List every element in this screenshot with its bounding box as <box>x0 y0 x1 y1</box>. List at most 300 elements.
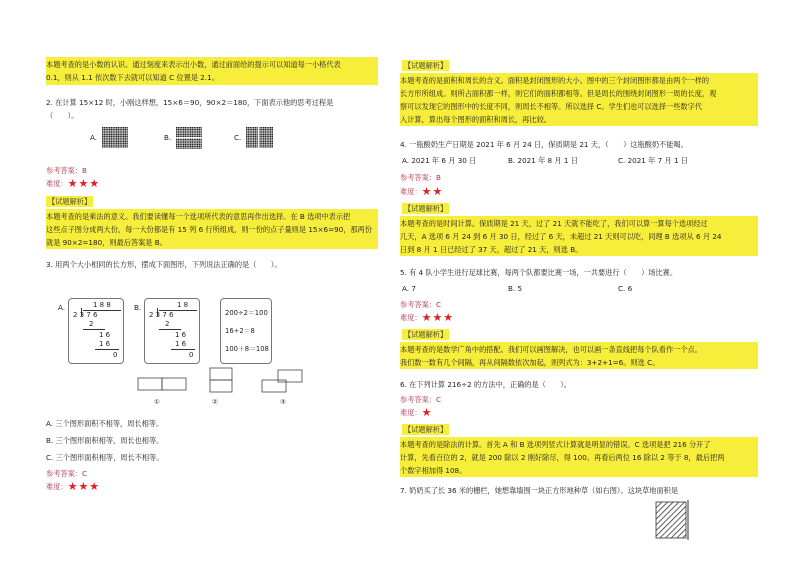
dot <box>116 146 117 147</box>
dot <box>120 136 121 137</box>
dot <box>199 131 200 132</box>
analysis-tag: 【试题解析】 <box>404 61 448 70</box>
dot <box>127 139 128 140</box>
dot <box>120 145 121 146</box>
dot <box>199 140 200 141</box>
square-grass-figure <box>652 500 692 542</box>
dot <box>255 127 256 128</box>
dot <box>127 134 128 135</box>
dot <box>265 136 266 137</box>
option-c: C. 2021 年 7 月 1 日 <box>618 156 689 165</box>
dot <box>270 127 271 128</box>
answer-q6: 参考答案：C <box>400 395 441 404</box>
dot <box>127 129 128 130</box>
dot <box>259 138 260 139</box>
dot <box>121 141 122 142</box>
explanation-line: 长方形所组成。则所占面积都一样，则它们的面积都相等。但是周长的围绕封闭图形一周的长度，观 <box>400 89 717 98</box>
dot <box>261 131 262 132</box>
dot <box>104 134 105 135</box>
dot <box>194 147 195 148</box>
dot <box>263 129 264 130</box>
remainder: 0 <box>189 351 194 359</box>
dot <box>268 129 269 130</box>
dot <box>253 138 254 139</box>
dividend: 2 3 7 6 <box>73 311 98 319</box>
dot <box>253 134 254 135</box>
dot <box>265 141 266 142</box>
dot <box>176 127 177 128</box>
dot <box>118 134 119 135</box>
dot <box>181 131 182 132</box>
dot <box>125 129 126 130</box>
dot <box>176 140 177 141</box>
dot <box>176 131 177 132</box>
quotient: 1 8 8 <box>93 301 111 309</box>
dot <box>121 138 122 139</box>
dot <box>178 142 179 143</box>
dot <box>123 131 124 132</box>
dot <box>104 136 105 137</box>
dot <box>123 139 124 140</box>
dot <box>265 129 266 130</box>
dot <box>118 146 119 147</box>
dot <box>246 145 247 146</box>
dot <box>248 127 249 128</box>
dot <box>188 139 189 140</box>
dot <box>125 143 126 144</box>
dot <box>195 142 196 143</box>
dot <box>257 139 258 140</box>
dot <box>123 143 124 144</box>
dot <box>195 131 196 132</box>
dot <box>266 127 267 128</box>
dot <box>194 142 195 143</box>
dot <box>125 139 126 140</box>
explanation-line: 这些点子图分成两大份，每一大份都是有 15 列 6 行所组成，则一份的点子量则是 15×6=90，那两份 <box>46 225 372 234</box>
dot <box>187 129 188 130</box>
dot <box>102 136 103 137</box>
dot <box>114 132 115 133</box>
explanation-line: 本题考查的是时间计算。保质期是 21 天，过了 21 天就不能吃了，我们可以算一算每个选项经过 <box>400 219 708 228</box>
dot <box>181 132 182 133</box>
dot <box>123 145 124 146</box>
dot <box>102 141 103 142</box>
dot <box>121 139 122 140</box>
dot <box>188 129 189 130</box>
dot <box>250 145 251 146</box>
dot <box>176 134 177 135</box>
option-a: A. 2021 年 6 月 30 日 <box>402 156 477 165</box>
dot <box>268 143 269 144</box>
step: 2 <box>165 320 170 328</box>
dot <box>125 132 126 133</box>
figure-2-label: ② <box>212 398 218 406</box>
dot <box>250 141 251 142</box>
dot <box>188 142 189 143</box>
dot <box>178 144 179 145</box>
dot <box>261 138 262 139</box>
dot <box>109 138 110 139</box>
dot <box>263 141 264 142</box>
dot <box>118 129 119 130</box>
dot <box>178 131 179 132</box>
dot <box>106 136 107 137</box>
dot <box>192 140 193 141</box>
long-division-a <box>68 298 124 364</box>
dot <box>272 132 273 133</box>
dot <box>180 132 181 133</box>
dot <box>106 143 107 144</box>
dot <box>199 134 200 135</box>
dot <box>187 132 188 133</box>
dot <box>111 127 112 128</box>
dot <box>107 141 108 142</box>
dot <box>197 139 198 140</box>
dot <box>121 131 122 132</box>
dot <box>123 132 124 133</box>
dot <box>111 129 112 130</box>
dot <box>253 131 254 132</box>
dot <box>272 138 273 139</box>
dot <box>116 141 117 142</box>
answer-q3: 参考答案：C <box>46 469 87 478</box>
option-a: A. 7 <box>402 284 416 293</box>
dot <box>116 129 117 130</box>
dot <box>248 143 249 144</box>
dot <box>253 129 254 130</box>
star-icon: ★★ <box>421 185 444 198</box>
dot <box>120 143 121 144</box>
dot <box>250 139 251 140</box>
star-icon: ★★★ <box>67 177 101 190</box>
dot <box>194 136 195 137</box>
dot <box>187 136 188 137</box>
dot <box>125 127 126 128</box>
dot <box>187 144 188 145</box>
dot <box>195 129 196 130</box>
dot <box>261 139 262 140</box>
dot <box>107 145 108 146</box>
dot <box>253 145 254 146</box>
dot <box>268 138 269 139</box>
dot <box>109 146 110 147</box>
dot <box>183 132 184 133</box>
dot <box>104 129 105 130</box>
dot <box>181 144 182 145</box>
dot <box>111 131 112 132</box>
dot <box>180 142 181 143</box>
quotient: 1 8 <box>177 301 189 309</box>
dot <box>121 127 122 128</box>
dot <box>185 144 186 145</box>
dot <box>102 132 103 133</box>
dot <box>107 132 108 133</box>
dot <box>185 127 186 128</box>
explanation-line: 0.1，则从 1.1 依次数下去就可以知道 C 位置是 2.1。 <box>46 73 219 82</box>
dot <box>181 147 182 148</box>
dot <box>192 134 193 135</box>
dot <box>195 147 196 148</box>
dot <box>266 146 267 147</box>
option-a: A. 三个图形面积不相等，周长相等。 <box>46 419 164 428</box>
dot <box>199 136 200 137</box>
dot <box>118 145 119 146</box>
dot <box>194 129 195 130</box>
dot <box>121 143 122 144</box>
dot <box>107 129 108 130</box>
dot <box>180 144 181 145</box>
dot <box>118 138 119 139</box>
dot <box>265 131 266 132</box>
dot <box>250 143 251 144</box>
dot <box>272 134 273 135</box>
dot <box>270 146 271 147</box>
dot <box>187 139 188 140</box>
dot <box>183 140 184 141</box>
dot <box>194 134 195 135</box>
question-2-blank: （ ）。 <box>46 111 79 120</box>
dot <box>248 132 249 133</box>
dot <box>272 129 273 130</box>
dot-grid-c <box>246 127 274 149</box>
dot <box>250 132 251 133</box>
dot <box>259 129 260 130</box>
dot <box>250 136 251 137</box>
dot <box>127 132 128 133</box>
dot <box>261 132 262 133</box>
dot <box>195 139 196 140</box>
dot <box>255 141 256 142</box>
dot <box>127 143 128 144</box>
dot <box>197 136 198 137</box>
dot <box>197 129 198 130</box>
dot <box>263 145 264 146</box>
dot <box>109 132 110 133</box>
explanation-line: 本题考查的是面积和周长的含义。面积是封闭图形的大小。图中的三个封闭图形都是由两个一样的 <box>400 76 710 85</box>
dot <box>265 138 266 139</box>
dot <box>106 146 107 147</box>
dot <box>178 140 179 141</box>
dot <box>114 139 115 140</box>
dot <box>197 142 198 143</box>
dot <box>263 139 264 140</box>
dot <box>113 129 114 130</box>
dot <box>120 132 121 133</box>
dot <box>246 141 247 142</box>
dot <box>114 136 115 137</box>
dot <box>187 140 188 141</box>
dot <box>194 132 195 133</box>
explanation-line: 本题考查的是数学广角中的搭配。我们可以画图解决，也可以画一条直线把每个队看作一个点。 <box>400 345 702 354</box>
question-4-text: 4. 一瓶酸奶生产日期是 2021 年 6 月 24 日，保质期是 21 天，（ ）这瓶酸奶不能喝。 <box>400 140 688 149</box>
dot <box>190 132 191 133</box>
dot <box>257 141 258 142</box>
step-line <box>95 349 119 350</box>
dot <box>201 144 202 145</box>
dot <box>113 141 114 142</box>
dot <box>259 146 260 147</box>
dot <box>181 142 182 143</box>
dot <box>102 127 103 128</box>
dot <box>197 146 198 147</box>
dot <box>104 132 105 133</box>
dot <box>106 139 107 140</box>
dot <box>272 131 273 132</box>
explanation-line: 我们数一数有几个间隔，再从间隔数依次加起，则列式为：3+2+1=6。则选 C。 <box>400 358 660 367</box>
dot <box>190 136 191 137</box>
analysis-tag: 【试题解析】 <box>48 197 92 206</box>
dot <box>113 132 114 133</box>
dot <box>263 127 264 128</box>
dot <box>255 134 256 135</box>
dot <box>187 131 188 132</box>
step: 1 6 <box>99 340 111 348</box>
difficulty-q6: 难度：★ <box>400 406 433 419</box>
dot <box>183 147 184 148</box>
long-division-b <box>144 298 200 364</box>
figure-1-label: ① <box>154 398 160 406</box>
dot <box>120 127 121 128</box>
dot <box>190 146 191 147</box>
dot <box>266 132 267 133</box>
dot <box>255 145 256 146</box>
dot <box>263 136 264 137</box>
dot <box>265 127 266 128</box>
explanation-line: 就是 90×2=180，则最后答案是 B。 <box>46 238 167 247</box>
dot <box>116 131 117 132</box>
dot <box>268 145 269 146</box>
dot <box>272 139 273 140</box>
dot <box>102 145 103 146</box>
dot <box>125 145 126 146</box>
dot <box>127 145 128 146</box>
step: 1 6 <box>99 331 111 339</box>
difficulty-q3: 难度：★★★ <box>46 480 101 493</box>
dot <box>185 134 186 135</box>
dot <box>257 145 258 146</box>
dot <box>107 131 108 132</box>
dot <box>259 145 260 146</box>
explanation-line: 入计算，算出每个图形的面积和周长，再比较。 <box>400 115 551 124</box>
dot <box>178 136 179 137</box>
dot <box>199 127 200 128</box>
dot <box>270 131 271 132</box>
dot <box>261 127 262 128</box>
dot <box>107 146 108 147</box>
explanation-line: 几天，A 选项 6 月 24 到 6 月 30 日，经过了 6 天，未超过 21 天则可以吃，同理 B 选项从 6 月 24 <box>400 232 722 241</box>
dot <box>201 131 202 132</box>
step: 1 6 <box>175 331 187 339</box>
dot <box>270 145 271 146</box>
dot <box>253 127 254 128</box>
dot <box>270 129 271 130</box>
dot <box>261 134 262 135</box>
dot <box>114 127 115 128</box>
dot <box>192 127 193 128</box>
dot <box>246 131 247 132</box>
dot <box>195 136 196 137</box>
dot <box>181 134 182 135</box>
dot <box>248 134 249 135</box>
dot <box>102 131 103 132</box>
dot <box>201 132 202 133</box>
dot <box>178 127 179 128</box>
dot <box>188 127 189 128</box>
dot <box>188 147 189 148</box>
dot <box>102 139 103 140</box>
dot <box>180 139 181 140</box>
dot <box>180 140 181 141</box>
dot <box>113 136 114 137</box>
dot <box>102 138 103 139</box>
dot <box>268 139 269 140</box>
dot <box>190 131 191 132</box>
dot <box>270 143 271 144</box>
dot <box>257 131 258 132</box>
dot <box>246 138 247 139</box>
dot <box>265 139 266 140</box>
dot <box>246 127 247 128</box>
dot <box>188 144 189 145</box>
dot <box>259 143 260 144</box>
dot <box>197 144 198 145</box>
dot <box>127 138 128 139</box>
dot <box>272 141 273 142</box>
dot <box>185 139 186 140</box>
dot <box>125 141 126 142</box>
remainder: 0 <box>113 351 118 359</box>
dot <box>113 131 114 132</box>
dot <box>104 143 105 144</box>
dot <box>114 129 115 130</box>
dot <box>192 136 193 137</box>
dot <box>190 139 191 140</box>
dot <box>116 139 117 140</box>
dot <box>265 134 266 135</box>
dot <box>251 145 252 146</box>
dot <box>121 146 122 147</box>
dot <box>107 136 108 137</box>
dot <box>111 143 112 144</box>
dot <box>251 127 252 128</box>
dot <box>178 146 179 147</box>
dot <box>109 131 110 132</box>
dot <box>270 134 271 135</box>
dot <box>251 139 252 140</box>
dot <box>188 132 189 133</box>
dot <box>266 136 267 137</box>
dot <box>116 127 117 128</box>
dot <box>127 146 128 147</box>
dot <box>201 146 202 147</box>
dot <box>181 140 182 141</box>
dot <box>190 147 191 148</box>
dot <box>187 134 188 135</box>
explanation-line: 日到 8 月 1 日已经过了 37 天，超过了 21 天，则选 B。 <box>400 245 583 254</box>
dot <box>118 132 119 133</box>
dot <box>263 138 264 139</box>
dot <box>102 143 103 144</box>
dot <box>183 139 184 140</box>
dot <box>255 132 256 133</box>
dot <box>188 146 189 147</box>
dot <box>201 142 202 143</box>
dot <box>183 144 184 145</box>
dot <box>257 132 258 133</box>
dot <box>188 136 189 137</box>
dot <box>197 140 198 141</box>
dot <box>181 146 182 147</box>
